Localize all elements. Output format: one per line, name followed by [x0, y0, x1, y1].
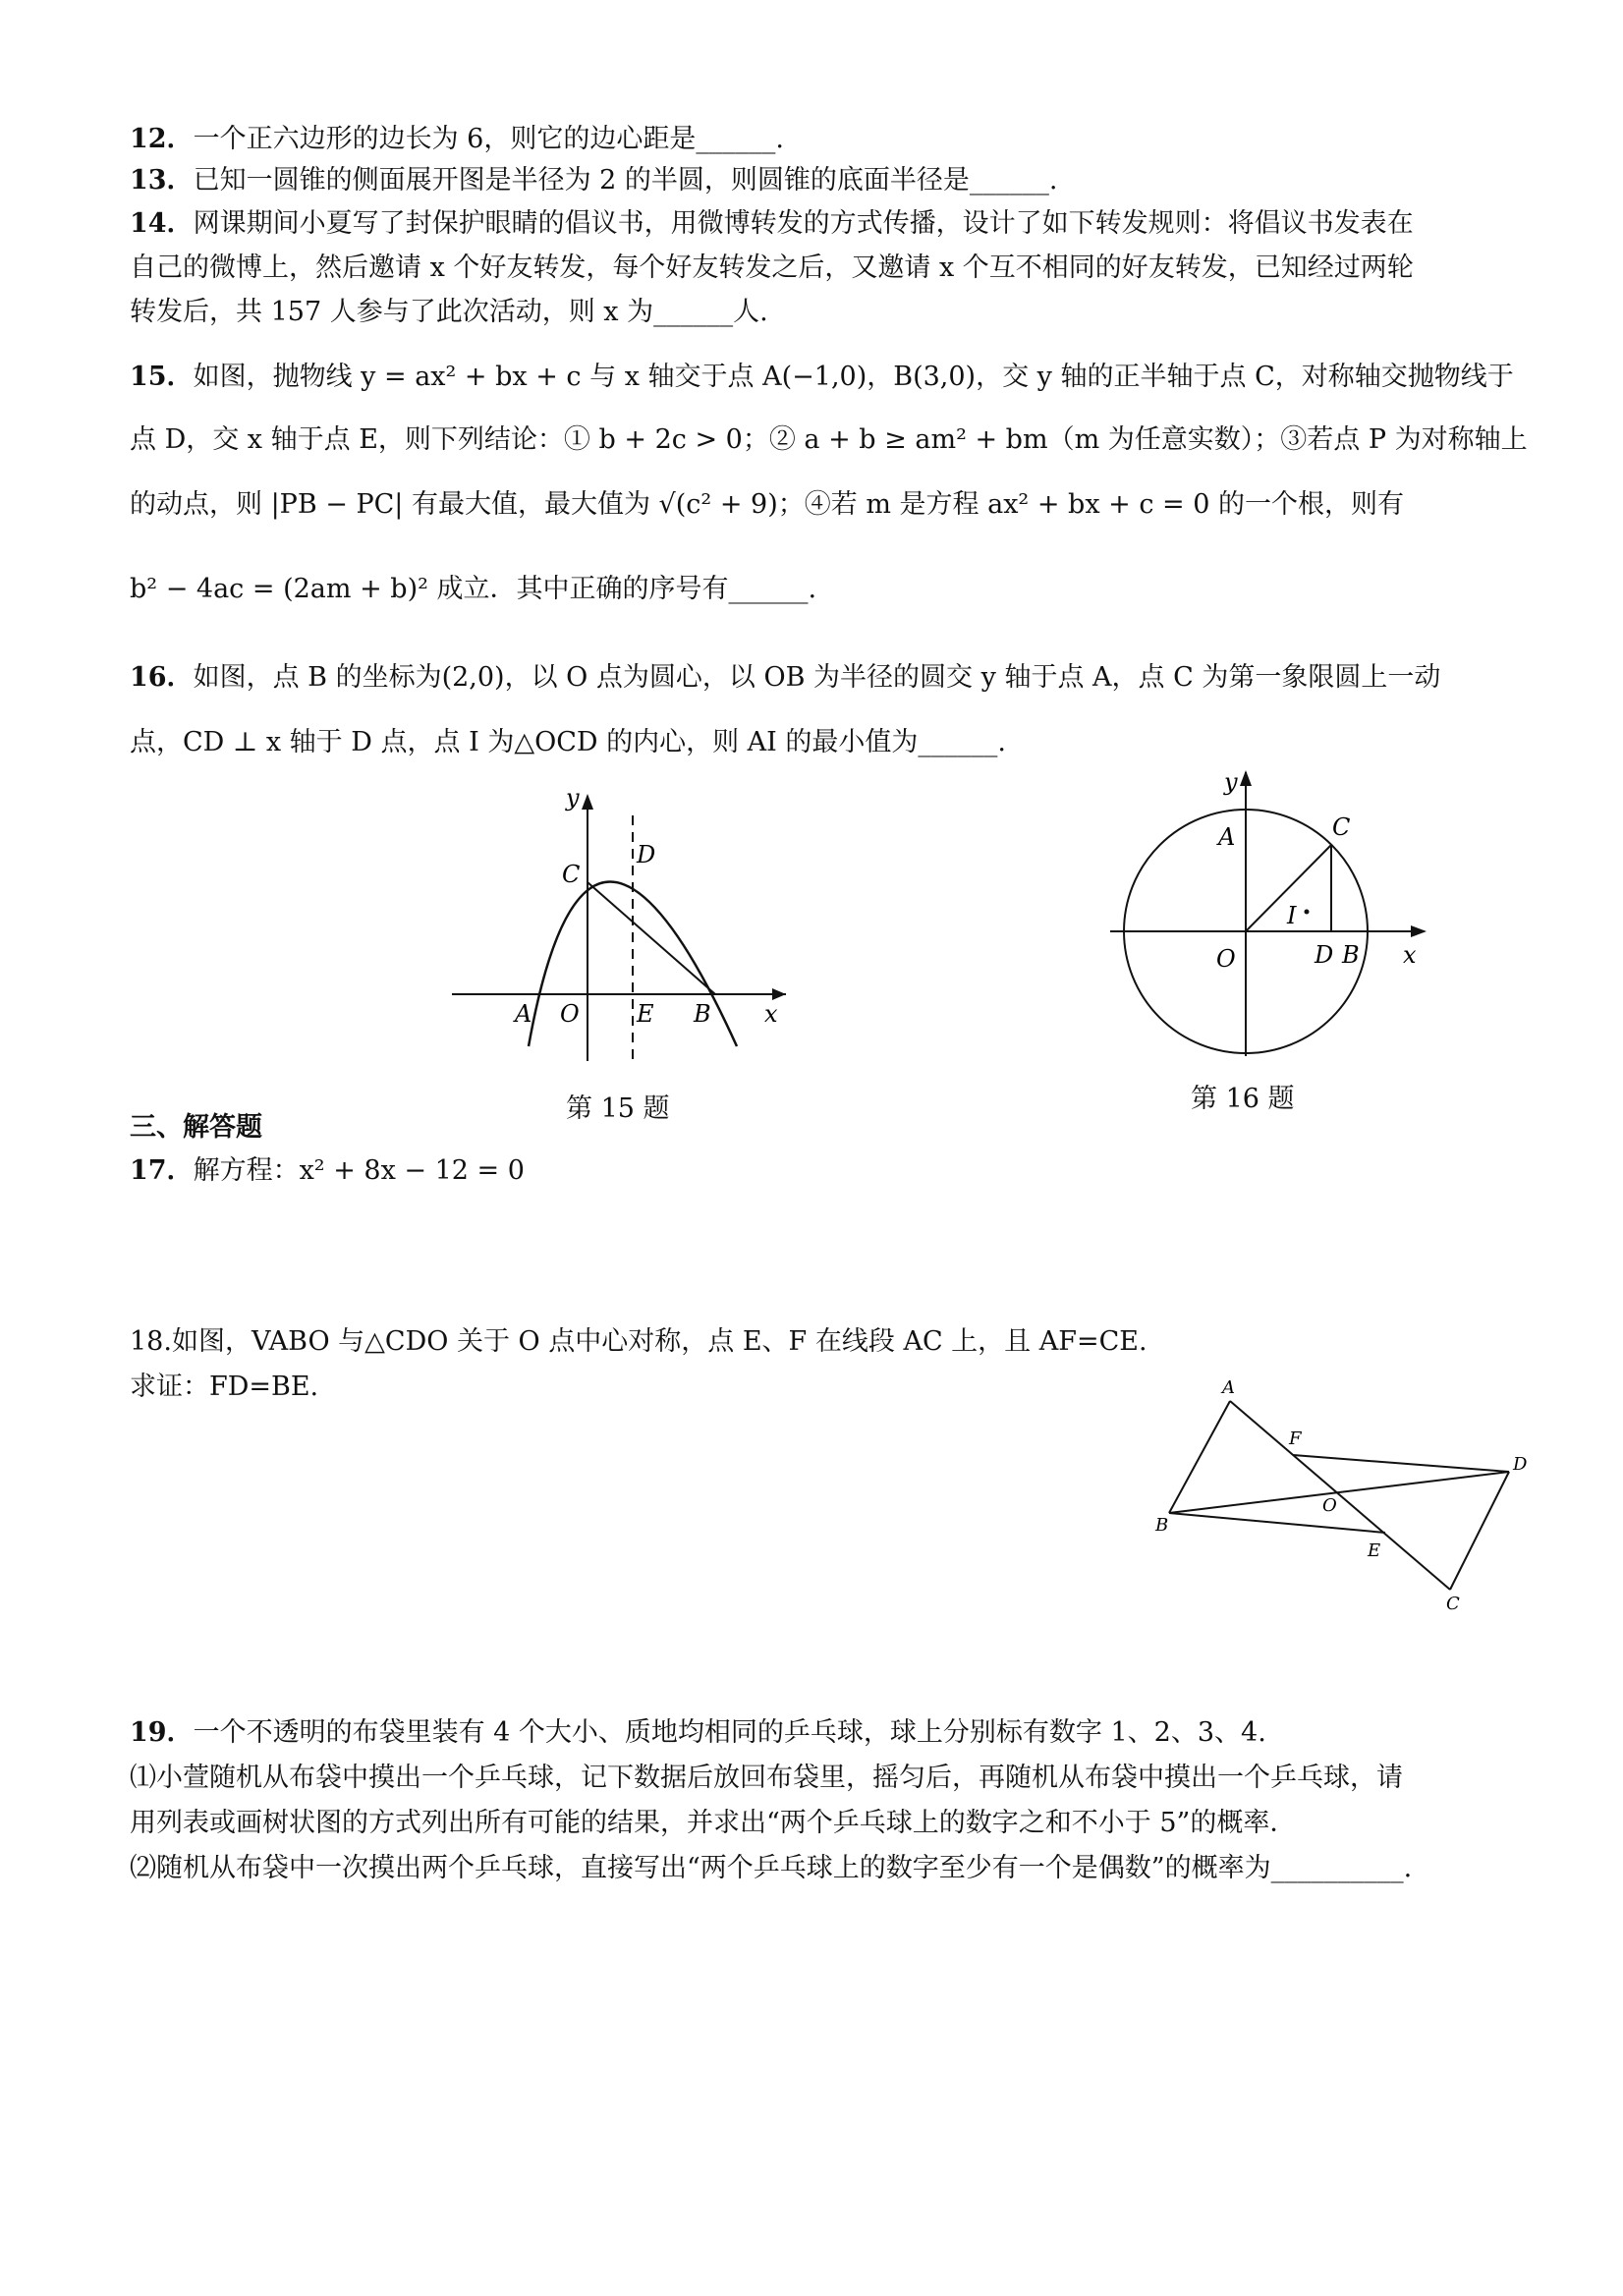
label-c: C [562, 861, 581, 888]
label-a: A [1218, 823, 1236, 851]
question-15-line-2: 点 D，交 x 轴于点 E，则下列结论：① b + 2c > 0；② a + b ≥ am² + bm（m 为任意实数）；③若点 P 为对称轴上 [130, 424, 1528, 455]
question-text: 已知一圆锥的侧面展开图是半径为 2 的半圆，则圆锥的底面半径是______. [193, 165, 1058, 196]
label-b: B [1155, 1515, 1169, 1536]
label-i: I [1287, 902, 1297, 929]
label-o: O [560, 1000, 580, 1028]
question-13 [130, 161, 1058, 200]
segment-dc [1450, 1472, 1509, 1590]
label-d: D [1315, 941, 1334, 969]
question-number: 15． [130, 362, 194, 392]
figure-16-circle [1100, 766, 1434, 1061]
label-o: O [1216, 945, 1236, 973]
figure-15-parabola [442, 786, 796, 1071]
segment-bd [1169, 1472, 1509, 1513]
question-16-line-2: 点，CD ⊥ x 轴于 D 点，点 I 为△OCD 的内心，则 AI 的最小值为______. [130, 727, 1007, 757]
segment-cb [588, 882, 715, 994]
question-19-line-4: ⑵随机从布袋中一次摸出两个乒乓球，直接写出“两个乒乓球上的数字至少有一个是偶数”的概率为__________. [130, 1853, 1413, 1883]
x-axis-arrow [1411, 925, 1427, 937]
question-14-line-3: 转发后，共 157 人参与了此次活动，则 x 为______人. [130, 297, 768, 327]
label-y: y [1224, 768, 1238, 796]
question-text: 网课期间小夏写了封保护眼睛的倡议书，用微博转发的方式传播，设计了如下转发规则：将倡议书发表在 [193, 208, 1414, 239]
label-d: D [637, 841, 656, 868]
label-b: B [1342, 941, 1360, 969]
question-number: 12． [130, 124, 194, 154]
question-18-line-1: 18.如图，VABO 与△CDO 关于 O 点中心对称，点 E、F 在线段 AC 上，且 AF=CE. [130, 1326, 1147, 1357]
label-c: C [1446, 1594, 1460, 1614]
x-axis-arrow [772, 988, 786, 1000]
question-19-line-1 [130, 1713, 1266, 1753]
y-axis-arrow [582, 794, 593, 810]
label-e: E [1368, 1540, 1381, 1561]
question-text: 如图，点 B 的坐标为(2,0)，以 O 点为圆心，以 OB 为半径的圆交 y 轴于点 A，点 C 为第一象限圆上一动 [193, 662, 1441, 693]
segment-fd [1293, 1455, 1509, 1472]
question-number: 19． [130, 1717, 194, 1748]
question-number: 13． [130, 165, 194, 196]
question-16-line-1 [130, 658, 1440, 698]
figure-18-symmetric-triangles [1140, 1373, 1533, 1619]
figure-16-caption: 第 16 题 [1191, 1084, 1295, 1114]
point-i [1305, 910, 1310, 915]
question-19-line-3: 用列表或画树状图的方式列出所有可能的结果，并求出“两个乒乓球上的数字之和不小于 5”的概率． [130, 1808, 1297, 1838]
label-c: C [1332, 813, 1351, 841]
question-18-line-2: 求证：FD=BE. [130, 1372, 319, 1402]
label-x: x [1403, 941, 1417, 969]
question-number: 16． [130, 662, 194, 693]
label-y: y [566, 786, 580, 812]
question-number: 17． [130, 1155, 194, 1186]
label-f: F [1289, 1428, 1302, 1449]
question-12 [130, 120, 784, 159]
question-text: 一个不透明的布袋里装有 4 个大小、质地均相同的乒乓球，球上分别标有数字 1、2、3、4. [193, 1717, 1266, 1748]
segment-ac [1230, 1401, 1450, 1590]
label-x: x [764, 1000, 778, 1028]
question-number: 14． [130, 208, 194, 239]
y-axis-arrow [1240, 770, 1252, 786]
label-o: O [1322, 1495, 1337, 1516]
figure-15-caption: 第 15 题 [566, 1093, 670, 1124]
question-15-line-1 [130, 358, 1514, 397]
question-text: 如图，抛物线 y = ax² + bx + c 与 x 轴交于点 A(−1,0)，B(3,0)，交 y 轴的正半轴于点 C，对称轴交抛物线于 [193, 362, 1514, 392]
label-b: B [694, 1000, 711, 1028]
question-text: 一个正六边形的边长为 6，则它的边心距是______. [193, 124, 784, 154]
question-17 [130, 1151, 525, 1191]
question-19-line-2: ⑴小萱随机从布袋中摸出一个乒乓球，记下数据后放回布袋里，摇匀后，再随机从布袋中摸出一个乒乓球，请 [130, 1763, 1403, 1793]
question-text: 解方程：x² + 8x − 12 = 0 [193, 1155, 525, 1186]
segment-be [1169, 1513, 1385, 1533]
segment-ab [1169, 1401, 1230, 1513]
label-a: A [1222, 1377, 1235, 1398]
question-14-line-1 [130, 204, 1414, 244]
question-14-line-2: 自己的微博上，然后邀请 x 个好友转发，每个好友转发之后，又邀请 x 个互不相同的好友转发，已知经过两轮 [130, 252, 1414, 283]
label-d: D [1513, 1454, 1528, 1475]
question-15-line-4: b² − 4ac = (2am + b)² 成立．其中正确的序号有______. [130, 574, 817, 604]
label-e: E [637, 1000, 654, 1028]
question-15-line-3: 的动点，则 |PB − PC| 有最大值，最大值为 √(c² + 9)；④若 m 是方程 ax² + bx + c = 0 的一个根，则有 [130, 489, 1405, 520]
section-heading: 三、解答题 [130, 1112, 262, 1143]
label-a: A [515, 1000, 532, 1028]
